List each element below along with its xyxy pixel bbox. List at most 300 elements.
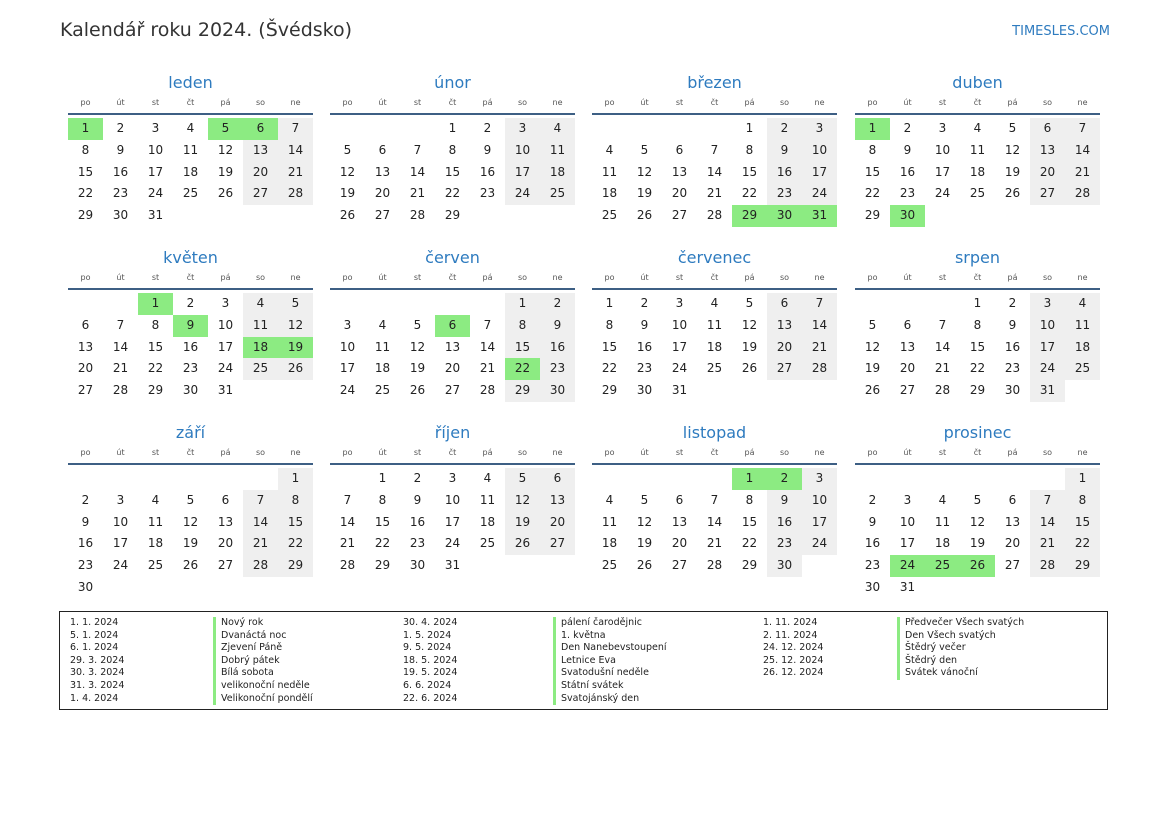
weekend-day: 13 <box>540 490 575 512</box>
day-cell: 22 <box>77 186 94 201</box>
empty-cell <box>697 380 732 402</box>
weekday-label: pá <box>220 448 231 457</box>
holiday-name: Dvanáctá noc <box>213 630 313 643</box>
weekday-label: pá <box>220 273 231 282</box>
week-row <box>68 315 313 337</box>
weekday-label: ne <box>814 448 825 457</box>
empty-cell <box>243 577 278 599</box>
month-block <box>330 247 575 402</box>
day-cell: 22 <box>374 536 391 551</box>
day-cell: 15 <box>374 514 391 529</box>
month-block <box>68 72 313 227</box>
page-title: Kalendář roku 2024. (Švédsko) <box>60 19 353 41</box>
day-cell: 25 <box>182 186 199 201</box>
day-cell: 6 <box>378 142 387 157</box>
day-cell: 21 <box>479 361 496 376</box>
week-row <box>592 140 837 162</box>
day-cell: 23 <box>112 186 129 201</box>
weekend-day: 24 <box>802 533 837 555</box>
day-cell: 12 <box>339 164 356 179</box>
day-cell: 19 <box>741 339 758 354</box>
day-cell: 20 <box>444 361 461 376</box>
day-cell: 28 <box>934 383 951 398</box>
weekend-day: 7 <box>1030 490 1065 512</box>
empty-cell <box>470 293 505 315</box>
week-row <box>68 162 313 184</box>
day-cell: 16 <box>864 536 881 551</box>
weekend-day: 1 <box>1065 468 1100 490</box>
day-cell: 16 <box>112 164 129 179</box>
weekend-day: 20 <box>243 162 278 184</box>
weekday-label: po <box>604 98 615 107</box>
weekday-header <box>330 271 575 285</box>
empty-cell <box>173 468 208 490</box>
day-cell: 13 <box>374 164 391 179</box>
weekday-label: st <box>675 448 684 457</box>
empty-cell <box>802 380 837 402</box>
empty-cell <box>208 577 243 599</box>
day-cell: 28 <box>706 558 723 573</box>
holiday-date: 24. 12. 2024 <box>763 642 824 654</box>
weekend-day: 17 <box>802 512 837 534</box>
day-cell: 28 <box>706 208 723 223</box>
weekday-label: so <box>517 448 528 457</box>
holiday-names-column <box>897 617 1024 680</box>
day-cell: 8 <box>605 317 614 332</box>
holiday-day: 30 <box>890 205 925 227</box>
weekend-day: 3 <box>802 468 837 490</box>
empty-cell <box>400 118 435 140</box>
weekend-day: 16 <box>767 512 802 534</box>
day-cell: 14 <box>409 164 426 179</box>
day-cell: 30 <box>182 383 199 398</box>
day-cell: 30 <box>1004 383 1021 398</box>
empty-cell <box>592 118 627 140</box>
empty-cell <box>627 468 662 490</box>
empty-cell <box>173 205 208 227</box>
weekend-day: 8 <box>505 315 540 337</box>
holiday-name: Zjevení Páně <box>213 642 313 655</box>
day-cell: 24 <box>112 558 129 573</box>
holiday-date: 18. 5. 2024 <box>403 654 458 666</box>
day-cell: 31 <box>671 383 688 398</box>
header-rule <box>330 288 575 290</box>
week-row <box>855 533 1100 555</box>
weekend-day: 21 <box>802 337 837 359</box>
week-row <box>330 490 575 512</box>
day-cell: 10 <box>444 492 461 507</box>
weekend-day: 4 <box>243 293 278 315</box>
day-cell: 23 <box>864 558 881 573</box>
week-row <box>592 162 837 184</box>
day-cell: 7 <box>710 142 719 157</box>
week-row <box>330 380 575 402</box>
empty-cell <box>732 380 767 402</box>
week-row <box>68 380 313 402</box>
weekday-label: po <box>80 448 91 457</box>
weekend-day: 2 <box>767 118 802 140</box>
holiday-day: 29 <box>732 205 767 227</box>
day-cell: 22 <box>969 361 986 376</box>
weekday-label: pá <box>1007 98 1018 107</box>
empty-cell <box>627 118 662 140</box>
weekday-label: čt <box>186 98 195 107</box>
day-cell: 13 <box>899 339 916 354</box>
week-row <box>855 183 1100 205</box>
day-cell: 26 <box>636 558 653 573</box>
month-name: prosinec <box>943 423 1012 442</box>
weekend-day: 11 <box>243 315 278 337</box>
weekend-day: 27 <box>767 358 802 380</box>
holiday-day: 6 <box>243 118 278 140</box>
day-cell: 19 <box>636 186 653 201</box>
empty-cell <box>592 468 627 490</box>
holiday-name: Letnice Eva <box>553 655 667 668</box>
empty-cell <box>103 468 138 490</box>
weekday-label: čt <box>973 448 982 457</box>
weekday-label: st <box>151 273 160 282</box>
day-cell: 4 <box>938 492 947 507</box>
empty-cell <box>855 293 890 315</box>
empty-cell <box>278 205 313 227</box>
header-rule <box>855 463 1100 465</box>
day-cell: 2 <box>483 121 492 135</box>
weekend-day: 21 <box>1030 533 1065 555</box>
day-cell: 13 <box>1004 514 1021 529</box>
weekday-label: út <box>903 98 912 107</box>
empty-cell <box>662 468 697 490</box>
day-cell: 26 <box>636 208 653 223</box>
holiday-name: Státní svátek <box>553 680 667 693</box>
day-cell: 26 <box>1004 186 1021 201</box>
empty-cell <box>1065 380 1100 402</box>
day-cell: 30 <box>77 579 94 594</box>
day-cell: 15 <box>77 164 94 179</box>
month-block <box>330 72 575 227</box>
weekend-day: 9 <box>767 490 802 512</box>
day-cell: 18 <box>374 361 391 376</box>
day-cell: 22 <box>741 186 758 201</box>
day-cell: 5 <box>343 142 352 157</box>
month-block <box>855 72 1100 227</box>
day-cell: 31 <box>899 579 916 594</box>
weekday-header <box>330 96 575 110</box>
empty-cell <box>925 577 960 599</box>
week-row <box>68 490 313 512</box>
weekend-day: 11 <box>1065 315 1100 337</box>
weekday-header <box>855 446 1100 460</box>
month-name: duben <box>952 73 1003 92</box>
week-row <box>592 337 837 359</box>
holiday-name: 1. května <box>553 630 667 643</box>
weekday-label: so <box>255 98 266 107</box>
day-cell: 1 <box>745 121 754 135</box>
weekday-label: út <box>116 448 125 457</box>
day-cell: 13 <box>217 514 234 529</box>
weekend-day: 23 <box>767 533 802 555</box>
week-row <box>68 577 313 599</box>
day-cell: 8 <box>448 142 457 157</box>
weekend-day: 22 <box>278 533 313 555</box>
weekend-day: 11 <box>540 140 575 162</box>
weekend-day: 10 <box>802 490 837 512</box>
weekday-label: ne <box>290 273 301 282</box>
day-cell: 15 <box>969 339 986 354</box>
holiday-name: Svatodušní neděle <box>553 667 667 680</box>
weekday-header <box>330 446 575 460</box>
holiday-day: 22 <box>505 358 540 380</box>
day-cell: 17 <box>339 361 356 376</box>
day-cell: 14 <box>112 339 129 354</box>
empty-cell <box>138 577 173 599</box>
day-cell: 4 <box>605 142 614 157</box>
weekend-day: 28 <box>278 183 313 205</box>
month-block <box>330 422 575 577</box>
weekday-label: st <box>675 273 684 282</box>
weekday-label: po <box>342 98 353 107</box>
weekend-day: 15 <box>505 337 540 359</box>
empty-cell <box>697 468 732 490</box>
holiday-date: 1. 5. 2024 <box>403 629 452 641</box>
holiday-name: Svátek vánoční <box>897 667 1024 680</box>
day-cell: 3 <box>343 317 352 332</box>
day-cell: 31 <box>217 383 234 398</box>
day-cell: 26 <box>741 361 758 376</box>
day-cell: 23 <box>899 186 916 201</box>
weekend-day: 8 <box>278 490 313 512</box>
weekend-day: 28 <box>243 555 278 577</box>
weekend-day: 26 <box>505 533 540 555</box>
week-row <box>592 293 837 315</box>
day-cell: 12 <box>969 514 986 529</box>
day-cell: 28 <box>339 558 356 573</box>
day-cell: 23 <box>77 558 94 573</box>
day-cell: 2 <box>116 121 125 135</box>
weekend-day: 1 <box>278 468 313 490</box>
day-cell: 8 <box>868 142 877 157</box>
weekend-day: 28 <box>1030 555 1065 577</box>
week-row <box>68 205 313 227</box>
holiday-date: 1. 1. 2024 <box>70 617 119 628</box>
empty-cell <box>925 468 960 490</box>
weekday-label: ne <box>1077 448 1088 457</box>
holiday-day: 31 <box>802 205 837 227</box>
weekday-label: út <box>640 98 649 107</box>
empty-cell <box>1030 577 1065 599</box>
empty-cell <box>400 293 435 315</box>
weekend-day: 3 <box>802 118 837 140</box>
weekend-day: 21 <box>278 162 313 184</box>
holiday-name: velikonoční neděle <box>213 680 313 693</box>
day-cell: 3 <box>116 492 125 507</box>
empty-cell <box>890 293 925 315</box>
week-row <box>855 162 1100 184</box>
weekday-label: ne <box>290 448 301 457</box>
day-cell: 23 <box>182 361 199 376</box>
empty-cell <box>278 577 313 599</box>
weekend-day: 10 <box>505 140 540 162</box>
weekday-label: so <box>1042 448 1053 457</box>
holiday-name: Bílá sobota <box>213 667 313 680</box>
weekend-day: 25 <box>243 358 278 380</box>
weekend-day: 24 <box>505 183 540 205</box>
weekday-label: st <box>938 273 947 282</box>
holiday-day: 25 <box>925 555 960 577</box>
weekend-day: 17 <box>1030 337 1065 359</box>
weekend-day: 25 <box>1065 358 1100 380</box>
day-cell: 7 <box>116 317 125 332</box>
weekend-day: 2 <box>540 293 575 315</box>
week-row <box>855 315 1100 337</box>
day-cell: 1 <box>605 296 614 310</box>
weekday-label: st <box>675 98 684 107</box>
day-cell: 3 <box>675 296 684 310</box>
day-cell: 9 <box>868 514 877 529</box>
weekday-label: po <box>604 273 615 282</box>
month-name: leden <box>168 73 213 92</box>
weekend-day: 14 <box>278 140 313 162</box>
weekday-label: út <box>378 98 387 107</box>
week-row <box>855 468 1100 490</box>
day-cell: 2 <box>1008 296 1017 310</box>
weekday-header <box>68 271 313 285</box>
weekday-label: po <box>342 448 353 457</box>
weekend-day: 25 <box>540 183 575 205</box>
weekday-label: čt <box>448 273 457 282</box>
empty-cell <box>68 293 103 315</box>
day-cell: 15 <box>444 164 461 179</box>
day-cell: 27 <box>374 208 391 223</box>
weekend-day: 15 <box>1065 512 1100 534</box>
weekday-label: út <box>640 448 649 457</box>
weekend-day: 8 <box>1065 490 1100 512</box>
day-cell: 16 <box>479 164 496 179</box>
week-row <box>855 380 1100 402</box>
empty-cell <box>662 118 697 140</box>
week-row <box>68 533 313 555</box>
brand-link[interactable]: TIMESLES.COM <box>1012 24 1110 39</box>
day-cell: 18 <box>479 514 496 529</box>
weekday-header <box>68 446 313 460</box>
empty-cell <box>995 205 1030 227</box>
week-row <box>330 555 575 577</box>
weekend-day: 6 <box>1030 118 1065 140</box>
day-cell: 16 <box>182 339 199 354</box>
day-cell: 1 <box>378 471 387 485</box>
holiday-legend <box>59 611 1108 710</box>
day-cell: 24 <box>339 383 356 398</box>
weekend-day: 27 <box>540 533 575 555</box>
day-cell: 14 <box>479 339 496 354</box>
day-cell: 4 <box>151 492 160 507</box>
day-cell: 20 <box>217 536 234 551</box>
empty-cell <box>925 205 960 227</box>
week-row <box>592 358 837 380</box>
day-cell: 27 <box>77 383 94 398</box>
day-cell: 27 <box>899 383 916 398</box>
holiday-name: Den Nanebevstoupení <box>553 642 667 655</box>
weekend-day: 17 <box>802 162 837 184</box>
day-cell: 16 <box>77 536 94 551</box>
day-cell: 21 <box>112 361 129 376</box>
weekday-label: čt <box>710 448 719 457</box>
weekend-day: 29 <box>1065 555 1100 577</box>
day-cell: 26 <box>339 208 356 223</box>
day-cell: 29 <box>741 558 758 573</box>
weekday-label: čt <box>973 273 982 282</box>
weekend-day: 13 <box>1030 140 1065 162</box>
day-cell: 23 <box>409 536 426 551</box>
weekend-day: 6 <box>540 468 575 490</box>
day-cell: 17 <box>934 164 951 179</box>
day-cell: 25 <box>374 383 391 398</box>
weekend-day: 22 <box>1065 533 1100 555</box>
holiday-date: 6. 1. 2024 <box>70 642 119 654</box>
weekday-label: st <box>151 98 160 107</box>
week-row <box>855 577 1100 599</box>
holiday-day: 1 <box>68 118 103 140</box>
weekday-label: so <box>779 98 790 107</box>
day-cell: 4 <box>973 121 982 135</box>
weekday-label: st <box>413 273 422 282</box>
weekday-label: po <box>867 273 878 282</box>
weekday-label: so <box>1042 98 1053 107</box>
header-rule <box>330 113 575 115</box>
day-cell: 7 <box>413 142 422 157</box>
day-cell: 22 <box>864 186 881 201</box>
weekend-day: 7 <box>1065 118 1100 140</box>
day-cell: 1 <box>448 121 457 135</box>
day-cell: 18 <box>706 339 723 354</box>
weekend-day: 23 <box>540 358 575 380</box>
week-row <box>330 337 575 359</box>
weekday-label: čt <box>448 448 457 457</box>
weekend-day: 6 <box>767 293 802 315</box>
week-row <box>330 183 575 205</box>
weekend-day: 18 <box>540 162 575 184</box>
weekday-label: ne <box>814 98 825 107</box>
empty-cell <box>365 293 400 315</box>
day-cell: 25 <box>147 558 164 573</box>
empty-cell <box>330 468 365 490</box>
weekend-day: 15 <box>278 512 313 534</box>
empty-cell <box>767 380 802 402</box>
week-row <box>592 490 837 512</box>
weekend-day: 18 <box>1065 337 1100 359</box>
day-cell: 3 <box>221 296 230 310</box>
weekday-label: so <box>779 273 790 282</box>
day-cell: 9 <box>483 142 492 157</box>
holiday-day: 9 <box>173 315 208 337</box>
day-cell: 23 <box>636 361 653 376</box>
day-cell: 7 <box>483 317 492 332</box>
holiday-day: 1 <box>732 468 767 490</box>
day-cell: 28 <box>409 208 426 223</box>
holiday-day: 26 <box>960 555 995 577</box>
day-cell: 15 <box>741 514 758 529</box>
week-row <box>592 468 837 490</box>
day-cell: 27 <box>671 208 688 223</box>
empty-cell <box>470 555 505 577</box>
weekday-label: so <box>1042 273 1053 282</box>
weekday-label: pá <box>220 98 231 107</box>
day-cell: 15 <box>864 164 881 179</box>
weekend-day: 14 <box>802 315 837 337</box>
day-cell: 19 <box>182 536 199 551</box>
day-cell: 1 <box>973 296 982 310</box>
day-cell: 19 <box>864 361 881 376</box>
empty-cell <box>243 205 278 227</box>
